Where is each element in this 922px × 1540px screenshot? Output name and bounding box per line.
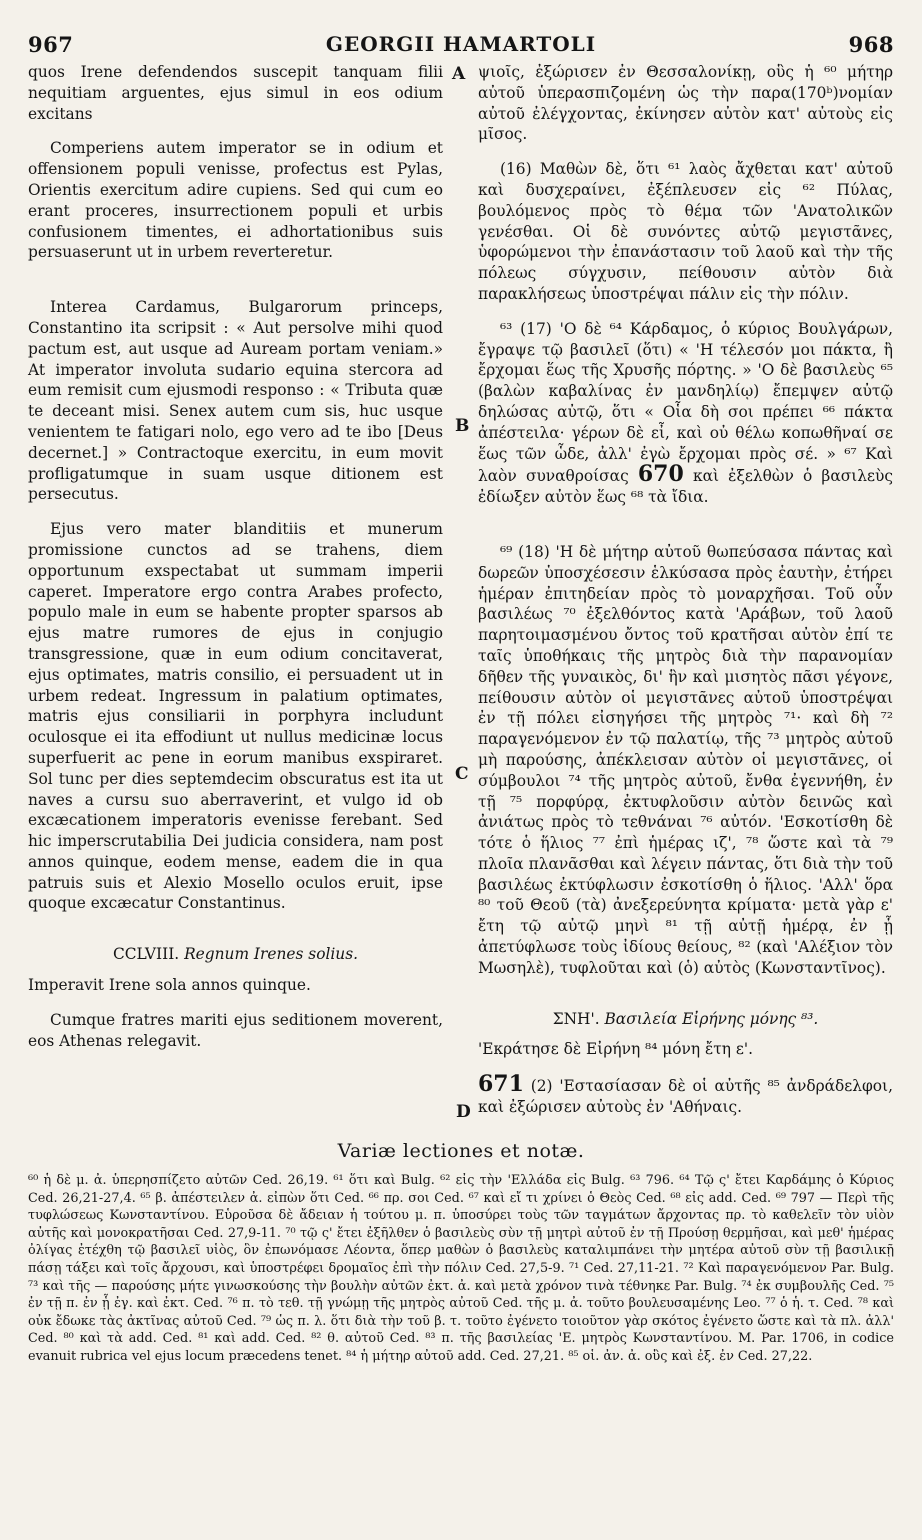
greek-paragraph-3-text: ⁶³ (17) 'Ο δὲ ⁶⁴ Κάρδαμος, ὁ κύριος Βουλγάρων, ἔγραψε τῷ βασιλεῖ (ὅτι) « 'Η τέλεσόν μοι πάκτα, ἢ ἔρχομαι ἕως τῆς Χρυσῆς πόρτης. » 'Ο δὲ βασιλεὺς ⁶⁵ (βαλὼν καβαλίνας ἐν μανδηλίῳ) ἔπεμψεν αὐτῷ δηλώσας αὐτῷ, ὅτι « Οἷα δὴ σοι πρέπει ⁶⁶ πάκτα ἀπέστειλα· γέρων δὲ εἶ, καὶ οὐ θέλω κοπωθῆναί σε ἕως τῶν ὧδε, ἀλλ' ἐγὼ ἔρχομαι πρὸς σέ. » ⁶⁷ Καὶ λαὸν συναθροίσας xyxy=(478,319,893,486)
page-header xyxy=(28,32,894,58)
margin-letter-d: D xyxy=(456,1102,471,1122)
notes-text: ⁶⁰ ἡ δὲ μ. ἀ. ὑπερησπίζετο αὐτῶν Ced. 26,19. ⁶¹ ὅτι καὶ Bulg. ⁶² εἰς τὴν 'Ελλάδα εἰς Bulg. ⁶³ 796. ⁶⁴ Τῷ ς' ἔτει Καρδάμης ὁ Κύριος Ced. 26,21-27,4. ⁶⁵ β. ἀπέστειλεν ἀ. εἰπὼν ὅτι Ced. ⁶⁶ πρ. σοι Ced. ⁶⁷ καὶ εἴ τι χρίνει ὁ Θεὸς Ced. ⁶⁸ εἰς add. Ced. ⁶⁹ 797 — Περὶ τῆς τυφλώσεως Κωνσταντίνου. Εὑροῦσα δὲ ἄδειαν ἡ τούτου μ. π. ὑποσύρει τοὺς τῶν ταγμάτων ἄρχοντας πρ. τὸ καθελεῖν τὸν υἱὸν αὐτῆς καὶ μονοκρατῆσαι Ced. 27,9-11. ⁷⁰ τῷ ς' ἔτει ἐξῆλθεν ὁ βασιλεὺς σὺν τῇ μητρὶ αὐτοῦ ἐν τῇ Προύσῃ θερμῆσαι, καὶ μεθ' ἡμέρας ὀλίγας ἐτέχθη τῷ βασιλεῖ υἱὸς, ὃν ἐπωνόμασε Λέοντα, ὅπερ μαθὼν ὁ βασιλεὺς καταλιμπάνει τὴν μητέρα αὐτοῦ σὺν τῇ βασιλικῇ πάσῃ τάξει καὶ τοῖς ἄρχουσι, καὶ ὑποστρέφει δρομαῖος ἐπὶ τὴν πόλιν Ced. 27,5-9. ⁷¹ Ced. 27,11-21. ⁷² Καὶ παραγενόμενον Par. Bulg. ⁷³ καὶ τῆς — παρούσης μήτε γινωσκούσης τὴν βουλὴν αὐτῶν ἐκτ. ἀ. καὶ μετὰ χρόνον τινὰ τέθνηκε Par. Bulg. ⁷⁴ ἐκ συμβουλῆς Ced. ⁷⁵ ἐν τῇ π. ἐν ᾗ ἐγ. καὶ ἐκτ. Ced. ⁷⁶ π. τὸ τεθ. τῇ γνώμῃ τῆς μητρὸς αὐτοῦ Ced. τῆς μ. ἀ. τοῦτο βουλευσαμένης Leo. ⁷⁷ ὁ ἡ. τ. Ced. ⁷⁸ καὶ οὐκ ἔδωκε τὰς ἀκτῖνας αὐτοῦ Ced. ⁷⁹ ὡς π. λ. ὅτι διὰ τὴν τοῦ β. τ. τοῦτο ἐγένετο τοιοῦτον γὰρ σκότος ἐγένετο ὥστε καὶ τὰ πλ. ἀλλ' Ced. ⁸⁰ καὶ τὰ add. Ced. ⁸¹ καὶ add. Ced. ⁸² θ. αὐτοῦ Ced. ⁸³ π. τῆς βασιλείας 'Ε. μητρὸς Κωνσταντίνου. M. Par. 1706, in codice evanuit rubrica vel ejus locum præcedens tenet. ⁸⁴ ἡ μήτηρ αὐτοῦ add. Ced. 27,21. ⁸⁵ οἱ. ἀν. ἀ. οὓς καὶ ἐξ. ἐν Ced. 27,22. xyxy=(28,1173,894,1364)
greek-heading-title: Βασιλεία Εἰρήνης μόνης ⁸³. xyxy=(604,1009,819,1028)
greek-heading-number: ΣΝΗ'. xyxy=(552,1009,600,1028)
greek-paragraph-2: (16) Μαθὼν δὲ, ὅτι ⁶¹ λαὸς ἄχθεται κατ' αὐτοῦ καὶ δυσχεραίνει, ἐξέπλευσεν εἰς ⁶² Πύλας, βουλόμενος πρὸς τὸ θέμα τῶν 'Ανατολικῶν γενέσθαι. Οἱ δὲ συνόντες αὐτῷ μεγιστᾶνες, ὑφορώμενοι τὴν ἐπανάστασιν τοῦ λαοῦ καὶ τὴν τῆς πόλεως σύγχυσιν, πείθουσιν αὐτὸν διὰ παρακλήσεως ὑποστρέψαι πάλιν εἰς τὴν πόλιν. xyxy=(478,160,893,303)
notes-block xyxy=(28,1172,894,1366)
page-number-right: 968 xyxy=(848,32,894,57)
margin-letter-a: A xyxy=(452,64,466,84)
greek-paragraph-6 xyxy=(478,1071,893,1118)
greek-paragraph-3-end: καὶ ἐξελθὼν ὁ βασιλεὺς ἐδίωξεν αὐτὸν ἕως ⁶⁸ τὰ ἴδια. xyxy=(478,467,893,507)
greek-paragraph-3 xyxy=(478,319,893,508)
greek-section-heading xyxy=(478,1009,893,1030)
latin-paragraph-3: Interea Cardamus, Bulgarorum princeps, Constantino ita scripsit : « Aut persolve mihi quod pactum est, aut usque ad Auream portam veniam.» At imperator involuta sudario equina stercora ad eum remisit cum ejusmodi responso : « Tributa quæ te deceant misi. Senex autem cum sis, huc usque venientem te fatigari nolo, ego vero ad te ibo [Deus decernet.] » Contractoque exercitu, in eum movit profligatumque in suam usque ditionem est persecutus. xyxy=(28,298,443,504)
margin-letter-b: B xyxy=(455,416,470,436)
page-number-left: 967 xyxy=(28,32,74,57)
greek-column xyxy=(478,62,893,1132)
greek-paragraph-1: ψιοῖς, ἐξώρισεν ἐν Θεσσαλονίκῃ, οὓς ἡ ⁶⁰ μήτηρ αὐτοῦ ὑπερασπιζομένη ὡς τὴν παρα(170ᵇ)νομίαν αὐτοῦ ἐλέγχοντας, ἐκίνησεν αὐτὸν κατ' αὐτοὺς εἰς μῖσος. xyxy=(478,63,893,144)
latin-heading-title: Regnum Irenes solius. xyxy=(184,945,359,964)
latin-paragraph-2: Comperiens autem imperator se in odium et offensionem populi venisse, profectus est Pylas, Orientis exercitum adire cupiens. Sed qui cum eo erant proceres, insurrectionem populi et urbis confusionem timentes, ei adhortationibus suis persuaserunt ut in urbem reverteretur. xyxy=(28,139,443,262)
latin-heading-number: CCLVIII. xyxy=(112,945,180,964)
greek-paragraph-6-text: (2) 'Εστασίασαν δὲ οἱ αὐτῆς ⁸⁵ ἀνδράδελφοι, καὶ ἐξώρισεν αὐτοὺς ἐν 'Αθήναις. xyxy=(478,1077,893,1117)
greek-paragraph-5: 'Εκράτησε δὲ Εἰρήνη ⁸⁴ μόνη ἔτη ε'. xyxy=(478,1040,754,1059)
page-marker-671: 671 xyxy=(478,1071,524,1098)
latin-paragraph-1: quos Irene defendendos suscepit tanquam filii nequitiam arguentes, ejus simul in eos odium excitans xyxy=(28,63,443,123)
greek-paragraph-4: ⁶⁹ (18) 'Η δὲ μήτηρ αὐτοῦ θωπεύσασα πάντας καὶ δωρεῶν ὑποσχέσεσιν ἑλκύσασα πρὸς ἑαυτὴν, ἐτήρει ἡμέραν ἐπιτηδείαν πρὸς τὸ μοναρχῆσαι. Τοῦ οὖν βασιλέως ⁷⁰ ἐξελθόντος κατὰ 'Αράβων, τοῦ λαοῦ παρητοιμασμένου ὄντος τοῦ κρατῆσαι αὐτὸν ἐπί τε ταῖς ὑποθήκαις τῆς μητρὸς διὰ τὴν παρανομίαν δῆθεν τῆς γυναικὸς, δι' ἣν καὶ μισητὸς πᾶσι γέγονε, πείθουσιν αὐτὸν οἱ μεγιστᾶνες αὐτοῦ ὑποστρέψαι ἐν τῇ πόλει εἰσηγήσει τῆς μητρὸς ⁷¹· καὶ δὴ ⁷² παραγενόμενον ἐν τῷ παλατίῳ, τῆς ⁷³ μητρὸς αὐτοῦ μὴ παρούσης, ἀπέκλεισαν αὐτὸν οἱ μεγιστᾶνες, οἱ σύμβουλοι ⁷⁴ τῆς μητρὸς αὐτοῦ, ἔνθα ἐγεννήθη, ἐν τῇ ⁷⁵ πορφύρᾳ, ἐκτυφλοῦσιν αὐτὸν δεινῶς καὶ ἀνιάτως πρὸς τὸ τεθνάναι ⁷⁶ αὐτόν. 'Εσκοτίσθη δὲ τότε ὁ ἥλιος ⁷⁷ ἐπὶ ἡμέρας ιζ', ⁷⁸ ὥστε καὶ τὰ ⁷⁹ πλοῖα πλανᾶσθαι καὶ λέγειν πάντας, ὅτι διὰ τὴν τοῦ βασιλέως ἐκτύφλωσιν ἐσκοτίσθη ὁ ἥλιος. 'Αλλ' ὅρα ⁸⁰ τοῦ Θεοῦ (τὰ) ἀνεξερεύνητα κρίματα· μετὰ γὰρ ε' ἔτη τῷ αὐτῷ μηνὶ ⁸¹ τῇ αὐτῇ ἡμέρᾳ, ἐν ᾗ ἀπετύφλωσε τοὺς ἰδίους θείους, ⁸² (καὶ 'Αλέξιον τὸν Μωσηλὲ), τυφλοῦται καὶ (ὁ) αὐτὸς (Κωνσταντῖνος). xyxy=(478,542,893,977)
latin-paragraph-4: Ejus vero mater blanditiis et munerum promissione cunctos ad se trahens, diem opportunum exspectabat ut summam imperii caperet. Imperatore ergo contra Arabes profecto, populo male in eum se habente propter sparsos ab ejus matre rumores de ejus in conjugio transgressione, quæ in eum odium concitaverat, ejus optimates, matris consilio, ei persuadent ut in urbem redeat. Ingressum in palatium optimates, matris ejus consiliarii in porphyra includunt oculosque ei ita effodiunt ut nullus medicinæ locus superfuerit ac pene in eorum manibus exspiraret. Sol tunc per dies septemdecim obscuratus est ita ut naves a cursu suo aberraverint, et vulgo id ob excæcationem imperatoris evenisse ferebant. Sed hic imperscrutabilia Dei judicia considera, nam post annos quinque, eodem mense, eadem die in qua patruis suis et Alexio Mosello oculos eruit, ipse quoque excæcatur Constantinus. xyxy=(28,520,443,913)
latin-section-heading xyxy=(28,944,443,965)
margin-letter-c: C xyxy=(455,764,469,784)
latin-column xyxy=(28,62,443,1065)
notes-title: Variæ lectiones et notæ. xyxy=(337,1140,585,1162)
page-marker-670: 670 xyxy=(637,461,684,488)
latin-paragraph-6: Cumque fratres mariti ejus seditionem moverent, eos Athenas relegavit. xyxy=(28,1010,443,1050)
running-title: GEORGII HAMARTOLI xyxy=(325,32,597,56)
latin-paragraph-5: Imperavit Irene sola annos quinque. xyxy=(28,976,311,995)
